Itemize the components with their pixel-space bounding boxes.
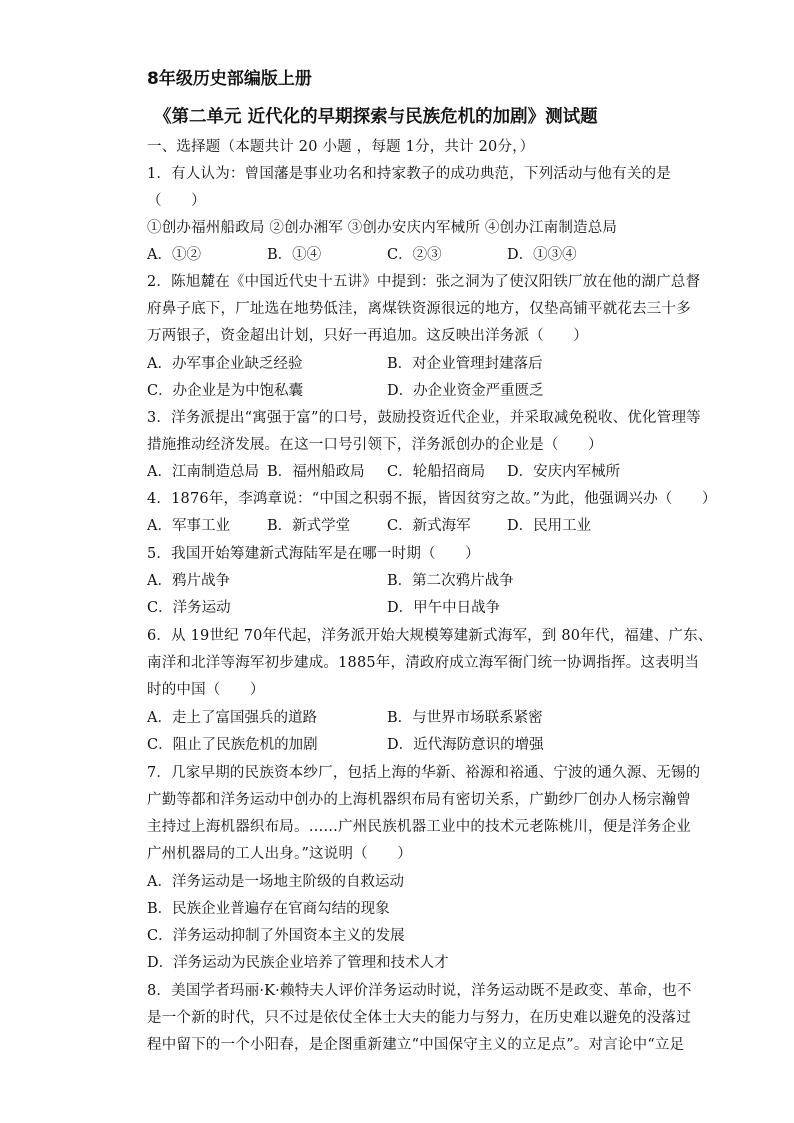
q3-option-b[interactable]: B．福州船政局 bbox=[267, 464, 365, 480]
q5-line-1: 5．我国开始筹建新式海陆军是在哪一时期（ ） bbox=[147, 546, 480, 562]
q3-option-a[interactable]: A．江南制造总局 bbox=[147, 464, 259, 480]
grade-title: 8年级历史部编版上册 bbox=[147, 69, 312, 89]
q4-option-a[interactable]: A．军事工业 bbox=[147, 518, 230, 534]
q6-option-b[interactable]: B．与世界市场联系紧密 bbox=[387, 710, 543, 726]
q6-line-3: 时的中国（ ） bbox=[147, 682, 265, 698]
q3-line-1: 3．洋务派提出“寓强于富”的口号，鼓励投资近代企业，并采取减免税收、优化管理等 bbox=[147, 410, 701, 426]
q3-option-d[interactable]: D．安庆内军械所 bbox=[507, 464, 621, 480]
q4-option-c[interactable]: C．新式海军 bbox=[387, 518, 471, 534]
q3-option-c[interactable]: C．轮船招商局 bbox=[387, 464, 486, 480]
q7-option-d[interactable]: D．洋务运动为民族企业培养了管理和技术人才 bbox=[147, 955, 449, 971]
q4-option-b[interactable]: B．新式学堂 bbox=[267, 518, 351, 534]
q6-line-1: 6．从 19世纪 70年代起，洋务派开始大规模筹建新式海军，到 80年代，福建、广东、 bbox=[147, 628, 713, 644]
q6-option-d[interactable]: D．近代海防意识的增强 bbox=[387, 737, 544, 753]
q7-option-a[interactable]: A．洋务运动是一场地主阶级的自救运动 bbox=[147, 874, 404, 890]
q5-option-d[interactable]: D．甲午中日战争 bbox=[387, 600, 501, 616]
q6-line-2: 南洋和北洋等海军初步建成。1885年，清政府成立海军衙门统一协调指挥。这表明当 bbox=[147, 655, 700, 671]
q5-option-a[interactable]: A．鸦片战争 bbox=[147, 573, 230, 589]
q7-line-1: 7．几家早期的民族资本纱厂，包括上海的华新、裕源和裕通、宁波的通久源、无锡的 bbox=[147, 765, 701, 781]
q5-option-c[interactable]: C．洋务运动 bbox=[147, 600, 231, 616]
q2-option-c[interactable]: C．办企业是为中饱私囊 bbox=[147, 383, 304, 399]
q2-line-2: 府鼻子底下，厂址选在地势低洼，离煤铁资源很远的地方，仅垫高铺平就花去三十多 bbox=[147, 301, 691, 317]
q6-option-c[interactable]: C．阻止了民族危机的加剧 bbox=[147, 737, 318, 753]
q8-line-1: 8．美国学者玛丽·K·赖特夫人评价洋务运动时说，洋务运动既不是政变、革命，也不 bbox=[147, 983, 692, 999]
q5-option-b[interactable]: B．第二次鸦片战争 bbox=[387, 573, 514, 589]
test-title: 《第二单元 近代化的早期探索与民族危机的加剧》测试题 bbox=[154, 107, 598, 127]
q2-line-3: 万两银子，资金超出计划，只好一再追加。这反映出洋务派（ ） bbox=[147, 328, 588, 344]
q7-option-b[interactable]: B．民族企业普遍存在官商勾结的现象 bbox=[147, 901, 390, 917]
q2-line-1: 2．陈旭麓在《中国近代史十五讲》中提到：张之洞为了使汉阳铁厂放在他的湖广总督 bbox=[147, 274, 701, 290]
q1-line-1: 1．有人认为：曾国藩是事业功名和持家教子的成功典范，下列活动与他有关的是 bbox=[147, 166, 671, 182]
q8-line-3: 程中留下的一个小阳春，是企图重新建立“中国保守主义的立足点”。对言论中“立足 bbox=[147, 1037, 685, 1053]
q8-line-2: 是一个新的时代，只不过是依仗全体士大夫的能力与努力，在历史难以避免的没落过 bbox=[147, 1010, 691, 1026]
q1-option-d[interactable]: D．①③④ bbox=[507, 247, 577, 263]
q1-option-a[interactable]: A．①② bbox=[147, 247, 201, 263]
q1-line-3: ①创办福州船政局 ②创办湘军 ③创办安庆内军械所 ④创办江南制造总局 bbox=[147, 220, 618, 236]
q7-line-4: 广州机器局的工人出身。”这说明（ ） bbox=[147, 846, 412, 862]
q6-option-a[interactable]: A．走上了富国强兵的道路 bbox=[147, 710, 317, 726]
q2-option-d[interactable]: D．办企业资金严重匮乏 bbox=[387, 383, 544, 399]
q2-option-b[interactable]: B．对企业管理封建落后 bbox=[387, 356, 543, 372]
q1-option-b[interactable]: B．①④ bbox=[267, 247, 322, 263]
q3-line-2: 措施推动经济发展。在这一口号引领下，洋务派创办的企业是（ ） bbox=[147, 437, 603, 453]
q1-option-c[interactable]: C．②③ bbox=[387, 247, 442, 263]
q7-option-c[interactable]: C．洋务运动抑制了外国资本主义的发展 bbox=[147, 928, 405, 944]
q2-option-a[interactable]: A．办军事企业缺乏经验 bbox=[147, 356, 303, 372]
q4-line-1: 4．1876年，李鸿章说：“中国之积弱不振，皆因贫穷之故。”为此，他强调兴办（ ） bbox=[147, 491, 717, 507]
section-heading: 一、选择题（本题共计 20 小题 ，每题 1分，共计 20分，） bbox=[147, 139, 535, 155]
q7-line-2: 广勤等都和洋务运动中创办的上海机器织布局有密切关系，广勤纱厂创办人杨宗瀚曾 bbox=[147, 792, 691, 808]
q1-line-2: （ ） bbox=[147, 193, 206, 209]
q7-line-3: 主持过上海机器织布局。……广州民族机器工业中的技术元老陈桃川，便是洋务企业 bbox=[147, 819, 691, 835]
q4-option-d[interactable]: D．民用工业 bbox=[507, 518, 592, 534]
